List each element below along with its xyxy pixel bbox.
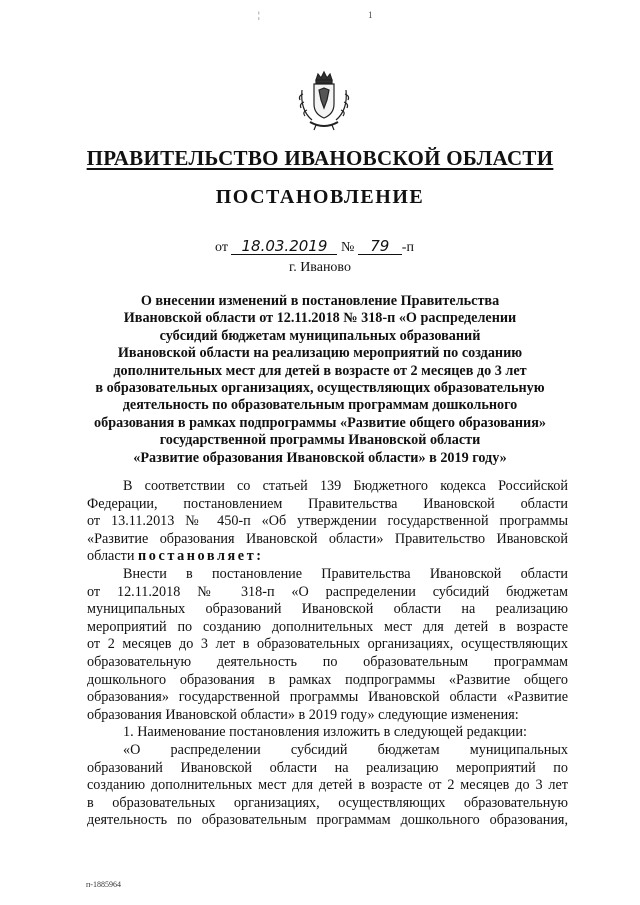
body-line: [87, 548, 568, 566]
body-line: мероприятий по созданию дополнительных мест для детей в возрасте: [87, 618, 568, 635]
body-line: образования Ивановской области» в 2019 году» следующие изменения:: [87, 706, 519, 723]
heading-line: О внесении изменений в постановление Правительства: [140, 293, 500, 309]
document-number: 79: [358, 238, 402, 255]
heading-line: Ивановской области от 12.11.2018 № 318-п «О распределении: [123, 310, 517, 327]
number-sign: №: [340, 240, 355, 255]
city: г. Иваново: [289, 260, 351, 275]
body-line: от 2 месяцев до 3 лет в образовательных организациях, осуществляющих: [87, 636, 568, 653]
body-line: образования» государственной программы Ивановской области «Развитие: [87, 689, 568, 706]
heading-line: образования в рамках подпрограммы «Развитие общего образования»: [94, 414, 546, 431]
body-line: Внести в постановление Правительства Ивановской области: [123, 565, 568, 582]
heading-line: Ивановской области на реализацию мероприятий по созданию: [117, 345, 523, 362]
list-item: 1. Наименование постановления изложить в следующей редакции:: [123, 724, 527, 741]
body-line: муниципальных образований Ивановской области на реализацию: [87, 601, 568, 618]
footer-code: п-1885964: [86, 880, 121, 889]
body-text: области: [87, 548, 135, 565]
quote-line: деятельность по образовательным программам дошкольного образования,: [87, 812, 568, 829]
date-line: [215, 238, 414, 256]
heading-line: «Развитие образования Ивановской области» в 2019 году»: [133, 449, 507, 466]
body-line: от 12.11.2018 № 318-п «О распределении субсидий бюджетам: [87, 583, 568, 600]
body-line: Федерации, постановлением Правительства Ивановской области: [87, 495, 568, 512]
body-line: «Развитие образования Ивановской области» Правительство Ивановской: [87, 530, 568, 547]
heading-line: деятельность по образовательным программам дошкольного: [122, 397, 518, 414]
heading-line: дополнительных мест для детей в возрасте от 2 месяцев до 3 лет: [113, 362, 527, 379]
top-mark-1: ¦: [258, 10, 260, 20]
body-line: образовательную деятельность по образовательным программам: [87, 653, 568, 670]
document-type: ПОСТАНОВЛЕНИЕ: [215, 186, 425, 208]
body-line: дошкольного образования в рамках подпрограммы «Развитие общего: [87, 671, 568, 688]
top-mark-2: 1: [368, 10, 373, 20]
document-heading: [60, 293, 580, 467]
heading-line: государственной программы Ивановской области: [159, 432, 481, 449]
quote-line: образований Ивановской области на реализацию мероприятий по: [87, 759, 568, 776]
resolves-word: постановляет:: [137, 548, 264, 565]
number-suffix: -п: [401, 240, 414, 255]
document-date: 18.03.2019: [231, 238, 337, 255]
body-line: В соответствии со статьей 139 Бюджетного кодекса Российской: [123, 478, 568, 494]
heading-line: субсидий бюджетам муниципальных образований: [159, 327, 481, 344]
quote-line: «О распределении субсидий бюджетам муниципальных: [123, 741, 568, 758]
date-prefix: от: [215, 240, 228, 255]
heading-line: в образовательных организациях, осуществляющих образовательную: [95, 380, 545, 397]
coat-of-arms-icon: [294, 70, 354, 132]
quote-line: в образовательных организациях, осуществляющих образовательную: [87, 794, 568, 811]
government-title: ПРАВИТЕЛЬСТВО ИВАНОВСКОЙ ОБЛАСТИ: [86, 146, 554, 170]
body-line: от 13.11.2013 № 450-п «Об утверждении государственной программы: [87, 513, 568, 530]
document-body: [87, 478, 568, 830]
quote-line: созданию дополнительных мест для детей в возрасте от 2 месяцев до 3 лет: [87, 777, 568, 794]
